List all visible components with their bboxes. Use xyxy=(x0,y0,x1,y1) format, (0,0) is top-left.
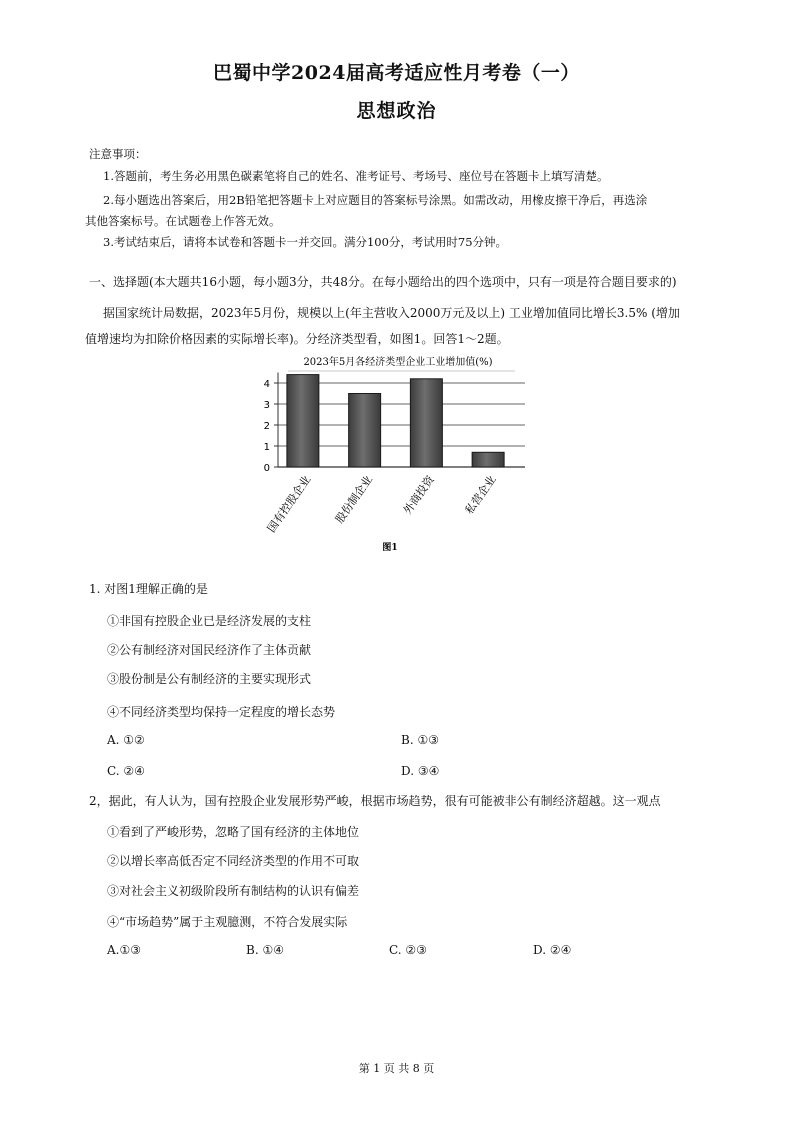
note-2: 2.每小题选出答案后，用2B铅笔把答题卡上对应题目的答案标号涂黑。如需改动，用橡皮擦干净后，再选涂 xyxy=(103,193,648,207)
q1-statement-4: ④不同经济类型均保持一定程度的增长态势 xyxy=(107,705,336,719)
q1-option-a: A. ①② xyxy=(107,733,145,747)
note-3: 3.考试结束后，请将本试卷和答题卡一并交回。满分100分，考试用时75分钟。 xyxy=(103,235,508,249)
bar-3 xyxy=(410,379,442,467)
section-heading: 一、选择题(本大题共16小题，每小题3分，共48分。在每小题给出的四个选项中，只有一项是符合题目要求的) xyxy=(89,275,677,289)
q2-stem: 2，据此，有人认为，国有控股企业发展形势严峻，根据市场趋势，很有可能被非公有制经济超越。这一观点 xyxy=(89,794,661,808)
notes-heading: 注意事项： xyxy=(89,147,147,161)
q2-statement-2: ②以增长率高低否定不同经济类型的作用不可取 xyxy=(107,854,360,868)
q1-option-d: D. ③④ xyxy=(401,764,440,778)
y-tick-label: 2 xyxy=(263,421,270,432)
q1-option-c: C. ②④ xyxy=(107,764,145,778)
q2-statement-1: ①看到了严峻形势，忽略了国有经济的主体地位 xyxy=(107,825,360,839)
category-label: 国有控股企业 xyxy=(264,473,314,535)
q1-statement-3: ③股份制是公有制经济的主要实现形式 xyxy=(107,672,312,686)
q1-option-b: B. ①③ xyxy=(401,733,439,747)
bar-2 xyxy=(349,394,381,468)
category-label: 股份制企业 xyxy=(332,473,376,526)
q2-statement-4: ④“市场趋势”属于主观臆测，不符合发展实际 xyxy=(107,915,348,929)
q1-statement-2: ②公有制经济对国民经济作了主体贡献 xyxy=(107,643,312,657)
bar-chart xyxy=(240,350,540,560)
y-tick-label: 4 xyxy=(263,379,270,390)
category-label-layer xyxy=(264,472,499,535)
y-tick-label: 0 xyxy=(263,463,270,474)
subject-title: 思想政治 xyxy=(356,100,437,122)
q2-statement-3: ③对社会主义初级阶段所有制结构的认识有偏差 xyxy=(107,884,360,898)
intro-line-2: 值增速均为扣除价格因素的实际增长率)。分经济类型看，如图1。回答1～2题。 xyxy=(85,332,509,346)
y-tick-label: 1 xyxy=(263,442,270,453)
y-tick-label: 3 xyxy=(263,400,270,411)
q2-option-c: C. ②③ xyxy=(389,943,427,957)
page-number: 第 1 页 共 8 页 xyxy=(358,1062,435,1075)
q1-stem: 1. 对图1理解正确的是 xyxy=(89,582,208,596)
category-label: 外商投资 xyxy=(400,473,437,517)
note-1: 1.答题前，考生务必用黑色碳素笔将自己的姓名、准考证号、考场号、座位号在答题卡上填写清楚。 xyxy=(103,169,609,183)
q1-statement-1: ①非国有控股企业已是经济发展的支柱 xyxy=(107,614,312,628)
category-label: 私营企业 xyxy=(462,473,499,517)
chart-title: 2023年5月各经济类型企业工业增加值(%) xyxy=(303,357,493,368)
y-tick-layer xyxy=(264,379,278,474)
intro-line-1: 据国家统计局数据，2023年5月份，规模以上(年主营收入2000万元及以上) 工业增加值同比增长3.5% (增加 xyxy=(103,306,680,320)
figure-caption: 图1 xyxy=(382,543,398,553)
bar-1 xyxy=(287,375,319,467)
bar-layer xyxy=(287,375,504,467)
bar-4 xyxy=(472,452,504,467)
q2-option-d: D. ②④ xyxy=(533,943,572,957)
q2-option-a: A.①③ xyxy=(107,943,141,957)
exam-title: 巴蜀中学2024届高考适应性月考卷（一） xyxy=(213,62,580,84)
q2-option-b: B. ①④ xyxy=(246,943,284,957)
note-2-cont: 其他答案标号。在试题卷上作答无效。 xyxy=(85,214,281,228)
